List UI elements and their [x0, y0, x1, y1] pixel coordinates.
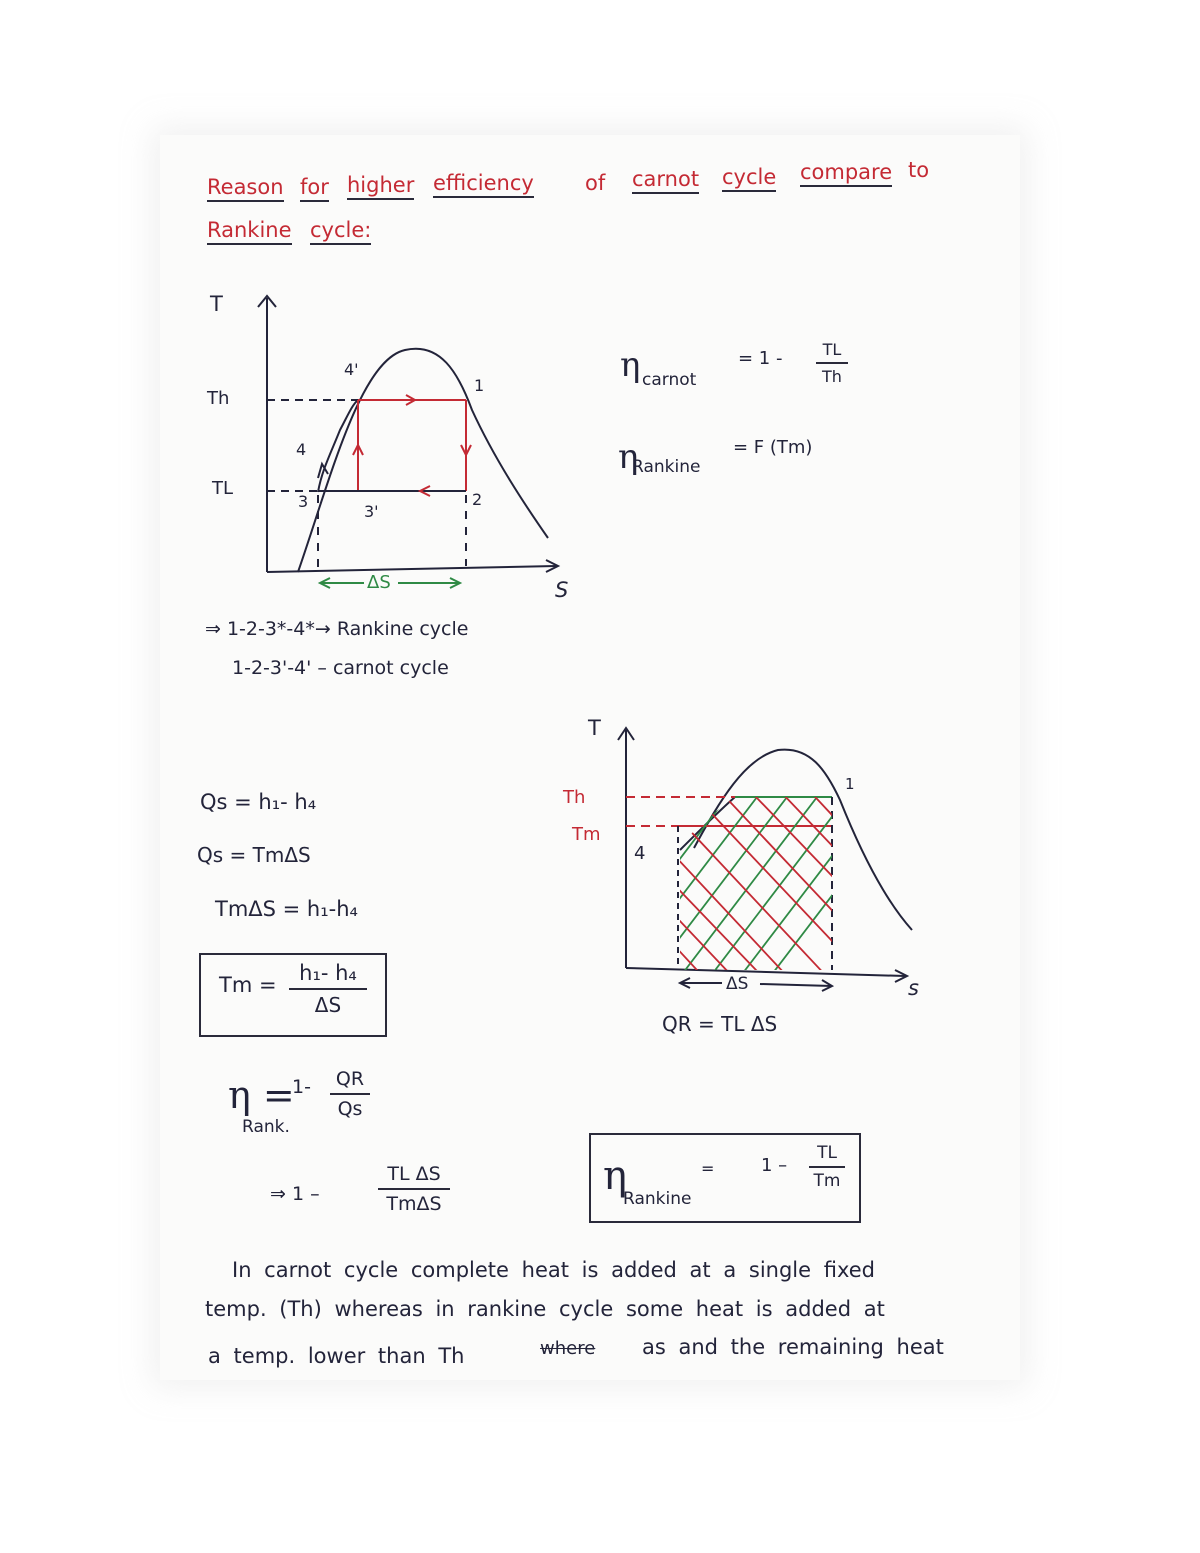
heading-word: of: [585, 171, 606, 195]
point-label: 4': [344, 360, 359, 379]
eq-rhs: = 1 -: [738, 348, 783, 369]
label-tm: Tm: [572, 824, 601, 845]
eta-symbol: η =: [228, 1073, 295, 1117]
eta-subscript: Rankine: [632, 457, 701, 477]
denominator: Tm: [813, 1171, 841, 1191]
heading-word: for: [300, 175, 329, 202]
heading-word: Rankine: [207, 218, 292, 245]
axis-label-t: T: [210, 292, 223, 316]
tm-result-box: [199, 953, 387, 1037]
numerator: h₁- h₄: [299, 961, 357, 985]
numerator: TL ΔS: [387, 1163, 441, 1185]
step-prefix: ⇒ 1 –: [270, 1183, 320, 1205]
numerator: TL: [822, 340, 842, 359]
point-label: 1: [474, 376, 485, 395]
eq-sign: =: [701, 1159, 715, 1178]
heading-word: cycle: [722, 165, 776, 192]
heading-word: higher: [347, 173, 414, 200]
label-th: Th: [563, 787, 586, 808]
heading-word: to: [908, 158, 930, 182]
eta-symbol: η: [603, 1153, 627, 1199]
point-label: 1: [845, 775, 855, 793]
eq-rhs: 1-: [292, 1076, 311, 1098]
tm-fraction: [289, 961, 367, 1017]
heading-word: Reason: [207, 175, 284, 202]
heading-word: carnot: [632, 167, 699, 194]
qs-equation-tm: Qs = TmΔS: [197, 843, 311, 867]
point-label: 2: [472, 490, 483, 509]
eta-subscript: carnot: [642, 370, 697, 390]
denominator: Qs: [337, 1098, 363, 1120]
eta-subscript: Rankine: [623, 1189, 692, 1209]
axis-label-t: T: [588, 716, 601, 740]
fraction: [378, 1163, 450, 1215]
axis-label-s: S: [555, 578, 569, 602]
fraction: [330, 1068, 370, 1120]
paragraph-line-3b: as and the remaining heat: [642, 1335, 944, 1359]
eta-symbol: η: [618, 437, 639, 477]
heading-word: efficiency: [433, 171, 534, 198]
numerator: TL: [817, 1143, 837, 1163]
struck-word: where: [540, 1338, 596, 1359]
point-label: 3: [298, 492, 309, 511]
note-carnot-cycle: 1-2-3'-4' – carnot cycle: [232, 657, 449, 679]
heading-word: compare: [800, 160, 892, 187]
eta-symbol: η: [620, 345, 641, 385]
eq-rhs: 1 –: [761, 1155, 788, 1176]
label-tl: TL: [212, 478, 234, 499]
point-label: 4: [634, 843, 646, 864]
point-label: 4: [296, 440, 307, 459]
note-rankine-cycle: ⇒ 1-2-3*-4*→ Rankine cycle: [205, 618, 469, 640]
delta-s-label: ΔS: [367, 572, 391, 593]
fraction: [809, 1143, 845, 1191]
paragraph-line-2: temp. (Th) whereas in rankine cycle some heat is added at: [205, 1297, 885, 1321]
eq-rhs: = F (Tm): [733, 437, 813, 458]
point-label: 3': [364, 502, 379, 521]
delta-s-label: ΔS: [726, 974, 749, 994]
eta-subscript: Rank.: [242, 1117, 290, 1137]
axis-label-s: s: [908, 976, 919, 1000]
denominator: TmΔS: [386, 1193, 442, 1215]
eta-rankine-result-box: [589, 1133, 861, 1223]
denominator: Th: [822, 367, 842, 386]
numerator: QR: [335, 1068, 365, 1090]
qs-equation-enthalpy: Qs = h₁- h₄: [200, 790, 317, 814]
paragraph-line-1: In carnot cycle complete heat is added at a single fixed: [232, 1258, 875, 1282]
tm-lhs: Tm =: [219, 973, 277, 997]
label-th: Th: [207, 388, 230, 409]
qr-equation: QR = TL ΔS: [662, 1012, 778, 1036]
heading-word: cycle:: [310, 218, 371, 245]
tm-delta-s-equation: TmΔS = h₁-h₄: [215, 897, 358, 921]
denominator: ΔS: [314, 993, 342, 1017]
paragraph-line-3a: a temp. lower than Th: [208, 1344, 465, 1368]
